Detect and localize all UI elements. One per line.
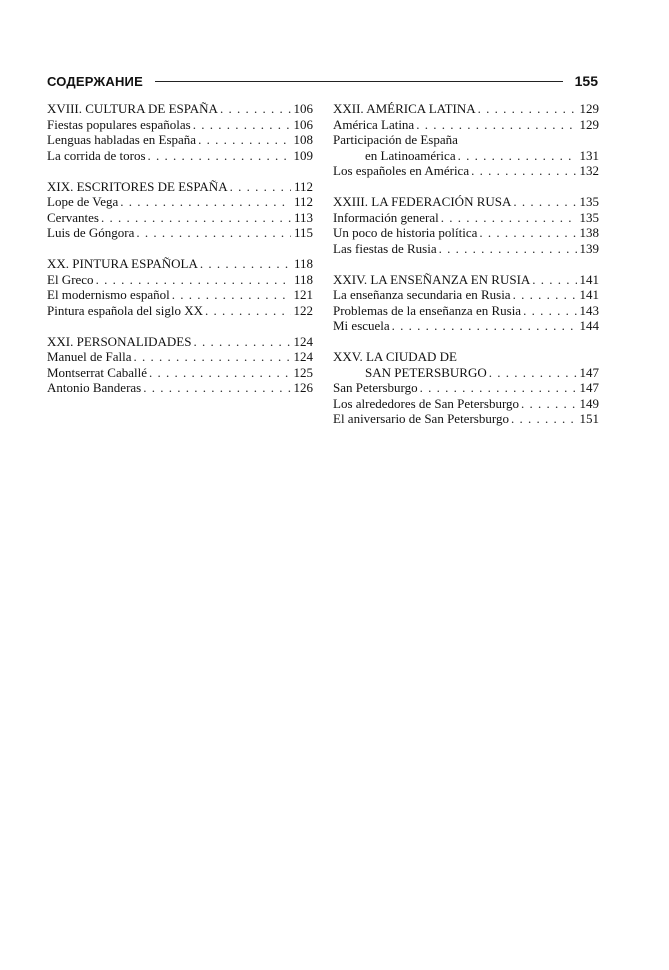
toc-section (333, 194, 599, 256)
leader-dots (511, 411, 577, 427)
toc-entry[interactable] (333, 241, 599, 257)
toc-entry-first-line[interactable]: Participación de España (333, 132, 458, 147)
entry-page: 124 (293, 333, 313, 349)
entry-label: Lope de Vega (47, 194, 119, 209)
leader-dots (149, 365, 291, 381)
leader-dots (458, 148, 577, 164)
leader-dots (143, 380, 290, 396)
entry-page: 141 (579, 287, 599, 302)
toc-entry[interactable] (333, 117, 599, 133)
header-rule (155, 81, 563, 82)
entry-label: El Greco (47, 271, 94, 287)
leader-dots (101, 210, 291, 226)
toc-entry[interactable] (333, 303, 599, 319)
entry-label: El aniversario de San Petersburgo (333, 411, 509, 426)
entry-page: 147 (579, 380, 599, 395)
toc-entry[interactable] (47, 365, 313, 381)
entry-page: 126 (293, 380, 313, 395)
entry-page: 125 (293, 364, 313, 380)
toc-entry[interactable] (47, 272, 313, 288)
leader-dots (200, 256, 291, 272)
entry-label: San Petersburgo (333, 380, 418, 395)
entry-page: 112 (293, 178, 313, 194)
toc-entry[interactable] (333, 287, 599, 303)
entry-page: 122 (293, 302, 313, 318)
entry-label: Luis de Góngora (47, 225, 135, 240)
entry-label: Pintura española del siglo XX (47, 302, 203, 318)
leader-dots (136, 225, 291, 241)
entry-page: 139 (579, 240, 599, 256)
page-header (47, 71, 598, 91)
toc-entry[interactable] (47, 148, 313, 164)
entry-page: 109 (293, 147, 313, 163)
toc-entry[interactable] (333, 396, 599, 412)
leader-dots (230, 179, 291, 195)
toc-entry-continuation[interactable] (333, 148, 599, 164)
toc-entry[interactable] (47, 132, 313, 148)
toc-entry[interactable] (47, 349, 313, 365)
leader-dots (479, 225, 576, 241)
entry-page: 132 (579, 163, 599, 178)
toc-right-column (333, 101, 599, 442)
leader-dots (172, 287, 291, 303)
leader-dots (133, 349, 290, 365)
leader-dots (416, 117, 576, 133)
toc-section (333, 272, 599, 334)
toc-left-column (47, 101, 313, 411)
chapter-title: XXIV. LA ENSEÑANZA EN RUSIA (333, 271, 531, 287)
entry-label: Cervantes (47, 209, 99, 225)
toc-section (47, 101, 313, 163)
entry-page: 115 (293, 225, 313, 240)
entry-page: 149 (579, 395, 599, 411)
leader-dots (148, 148, 291, 164)
toc-entry[interactable] (47, 380, 313, 396)
page-title: СОДЕРЖАНИЕ (47, 73, 143, 89)
entry-page: 118 (293, 256, 313, 271)
toc-entry[interactable] (333, 163, 599, 179)
entry-label: Antonio Banderas (47, 380, 142, 395)
chapter-title: XXII. AMÉRICA LATINA (333, 101, 476, 116)
toc-section (333, 349, 599, 427)
entry-page: 129 (579, 116, 599, 132)
toc-chapter-entry[interactable] (47, 101, 313, 117)
leader-dots (523, 303, 576, 319)
leader-dots (96, 272, 291, 288)
toc-entry[interactable] (333, 225, 599, 241)
entry-label: Problemas de la enseñanza en Rusia (333, 302, 522, 318)
toc-entry[interactable] (47, 117, 313, 133)
entry-page: 108 (293, 132, 313, 147)
entry-page: 124 (293, 349, 313, 364)
toc-chapter-entry[interactable] (333, 272, 599, 288)
leader-dots (441, 210, 577, 226)
entry-page: 147 (579, 364, 599, 380)
leader-dots (193, 334, 290, 350)
entry-label: Fiestas populares españolas (47, 116, 191, 132)
entry-page: 135 (579, 194, 599, 209)
entry-page: 131 (579, 147, 599, 163)
entry-page: 129 (579, 101, 599, 116)
toc-chapter-entry[interactable] (333, 101, 599, 117)
leader-dots (513, 287, 577, 303)
toc-section (47, 334, 313, 396)
toc-chapter-entry[interactable] (47, 334, 313, 350)
entry-label: Mi escuela (333, 318, 390, 333)
entry-label: en Latinoamérica (365, 147, 456, 163)
leader-dots (392, 318, 577, 334)
toc-entry[interactable] (333, 210, 599, 226)
entry-page: 121 (293, 287, 313, 302)
entry-page: 112 (293, 194, 313, 209)
leader-dots (471, 163, 576, 179)
leader-dots (205, 303, 291, 319)
leader-dots (220, 101, 291, 117)
toc-section (333, 101, 599, 179)
entry-label: Montserrat Caballé (47, 364, 147, 380)
entry-label: Los españoles en América (333, 163, 470, 178)
chapter-title-continuation: SAN PETERSBURGO (365, 364, 487, 380)
chapter-title-first-line[interactable]: XXV. LA CIUDAD DE (333, 349, 457, 364)
chapter-title: XX. PINTURA ESPAÑOLA (47, 256, 198, 271)
leader-dots (513, 194, 576, 210)
chapter-title: XXIII. LA FEDERACIÓN RUSA (333, 194, 512, 209)
entry-page: 144 (579, 318, 599, 333)
entry-label: El modernismo español (47, 287, 170, 302)
entry-page: 106 (293, 116, 313, 132)
leader-dots (439, 241, 577, 257)
toc-entry[interactable] (333, 380, 599, 396)
toc-section (47, 256, 313, 318)
entry-page: 138 (579, 225, 599, 240)
toc-entry[interactable] (47, 287, 313, 303)
entry-page: 151 (579, 411, 599, 426)
entry-label: La enseñanza secundaria en Rusia (333, 287, 511, 302)
toc-entry[interactable] (47, 194, 313, 210)
entry-label: La corrida de toros (47, 147, 146, 163)
entry-label: Lenguas habladas en España (47, 132, 197, 147)
page-number: 155 (574, 73, 598, 89)
entry-label: América Latina (333, 116, 415, 132)
entry-label: Los alrededores de San Petersburgo (333, 395, 520, 411)
entry-page: 106 (293, 101, 313, 116)
leader-dots (489, 365, 577, 381)
toc-section (47, 179, 313, 241)
entry-page: 135 (579, 209, 599, 225)
toc-entry[interactable] (47, 225, 313, 241)
leader-dots (198, 132, 290, 148)
entry-page: 143 (579, 302, 599, 318)
entry-label: Las fiestas de Rusia (333, 240, 437, 256)
leader-dots (532, 272, 576, 288)
entry-page: 113 (293, 209, 313, 225)
toc-chapter-entry[interactable] (333, 365, 599, 381)
chapter-title: XXI. PERSONALIDADES (47, 333, 192, 349)
toc-entry[interactable] (333, 411, 599, 427)
entry-label: Un poco de historia política (333, 225, 478, 240)
chapter-title: XIX. ESCRITORES DE ESPAÑA (47, 178, 228, 194)
toc-entry[interactable] (47, 303, 313, 319)
leader-dots (193, 117, 291, 133)
leader-dots (120, 194, 291, 210)
leader-dots (521, 396, 576, 412)
entry-label: Información general (333, 209, 439, 225)
leader-dots (420, 380, 577, 396)
toc-entry[interactable] (333, 318, 599, 334)
entry-page: 141 (579, 271, 599, 287)
leader-dots (478, 101, 577, 117)
entry-page: 118 (293, 271, 313, 287)
toc-chapter-entry[interactable] (333, 194, 599, 210)
toc-entry[interactable] (47, 210, 313, 226)
toc-chapter-entry[interactable] (47, 256, 313, 272)
toc-chapter-entry[interactable] (47, 179, 313, 195)
entry-label: Manuel de Falla (47, 349, 132, 364)
chapter-title: XVIII. CULTURA DE ESPAÑA (47, 101, 218, 116)
